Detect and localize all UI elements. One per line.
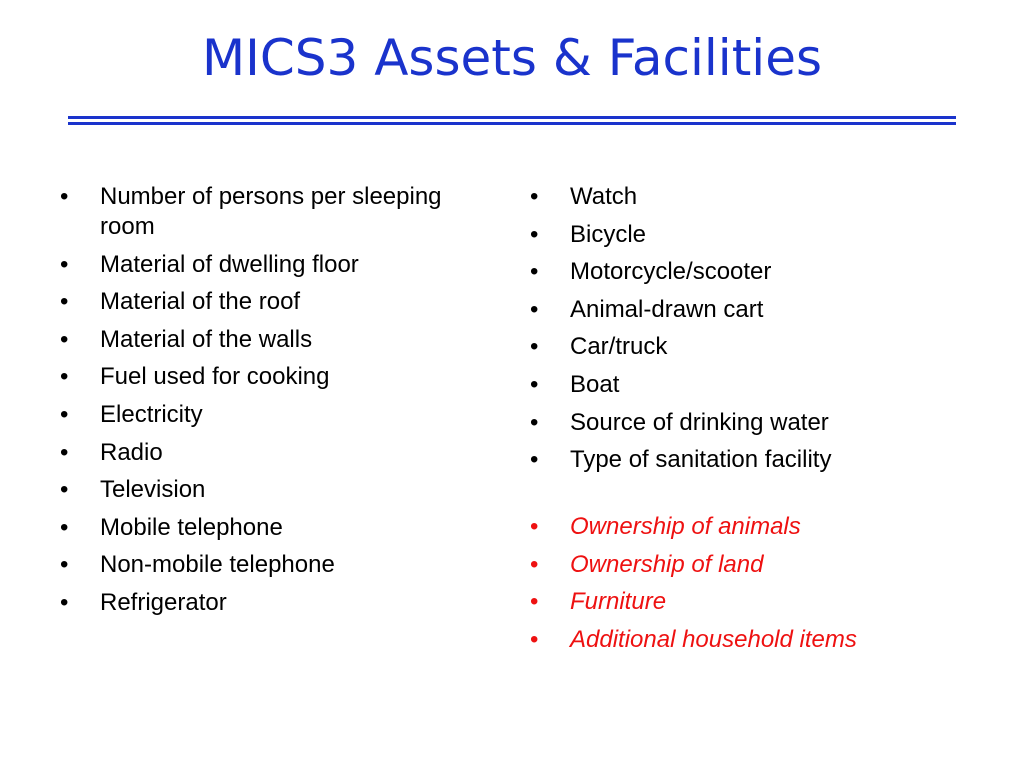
list-item <box>530 257 970 287</box>
highlight-list-item <box>530 587 970 617</box>
list-item <box>60 287 450 317</box>
bullet-icon: • <box>530 295 539 323</box>
bullet-icon: • <box>60 288 69 316</box>
bullet-icon: • <box>530 408 539 436</box>
list-item <box>60 182 450 242</box>
list-item <box>530 220 970 250</box>
list-item-text: Fuel used for cooking <box>100 363 330 391</box>
list-item-text: Source of drinking water <box>570 408 829 436</box>
bullet-icon: • <box>530 513 539 541</box>
bullet-icon: • <box>60 438 69 466</box>
highlight-list-item <box>530 550 970 580</box>
bullet-icon: • <box>530 588 539 616</box>
list-item-text: Watch <box>570 183 638 210</box>
list-item-text: Animal-drawn cart <box>570 295 764 323</box>
list-item-text: Material of the walls <box>100 325 313 353</box>
list-item-text: Car/truck <box>570 333 668 361</box>
list-item <box>60 513 450 543</box>
list-item <box>60 550 450 580</box>
bullet-icon: • <box>60 400 69 428</box>
slide-title: MICS3 Assets & Facilities <box>201 29 823 87</box>
list-item-text: Material of the roof <box>100 288 301 316</box>
bullet-icon: • <box>530 550 539 578</box>
bullet-icon: • <box>60 325 69 353</box>
bullet-icon: • <box>530 258 539 286</box>
bullet-icon: • <box>530 220 539 248</box>
bullet-icon: • <box>530 333 539 361</box>
list-item <box>60 325 450 355</box>
list-item-text: Type of sanitation facility <box>570 446 832 474</box>
list-item-text: Ownership of land <box>570 550 764 578</box>
left-bullet-list <box>60 182 450 626</box>
bullet-icon: • <box>60 183 69 210</box>
list-item <box>60 250 450 280</box>
list-item <box>60 400 450 430</box>
bullet-icon: • <box>530 625 539 653</box>
list-item-text: Electricity <box>100 400 203 428</box>
bullet-icon: • <box>530 183 539 210</box>
list-item-text: Bicycle <box>570 220 647 248</box>
list-item-text: Ownership of animals <box>570 513 801 541</box>
list-item-text: Mobile telephone <box>100 513 283 541</box>
list-item-text: Furniture <box>570 588 667 616</box>
bullet-icon: • <box>530 370 539 398</box>
list-item <box>60 438 450 468</box>
bullet-icon: • <box>60 513 69 541</box>
bullet-icon: • <box>60 588 69 616</box>
bullet-icon: • <box>60 476 69 504</box>
list-item-text: Additional household items <box>570 625 857 653</box>
bullet-icon: • <box>530 446 539 474</box>
list-item-text: Radio <box>100 438 163 466</box>
list-item <box>60 475 450 505</box>
title-underline-top <box>68 116 956 119</box>
list-item-text: Motorcycle/scooter <box>570 258 772 286</box>
list-item-text: Number of persons per sleeping room <box>100 183 442 240</box>
list-item <box>530 332 970 362</box>
list-item <box>60 588 450 618</box>
list-item <box>530 408 970 438</box>
right-bullet-list <box>530 182 970 663</box>
bullet-icon: • <box>60 551 69 579</box>
bullet-icon: • <box>60 250 69 278</box>
list-item-text: Material of dwelling floor <box>100 250 359 278</box>
list-item <box>530 370 970 400</box>
list-item <box>530 445 970 475</box>
highlight-list-item <box>530 512 970 542</box>
list-item-text: Refrigerator <box>100 588 227 616</box>
title-underline-bottom <box>68 122 956 125</box>
highlight-list-item <box>530 625 970 655</box>
list-item <box>530 295 970 325</box>
list-item-text: Television <box>100 476 206 504</box>
list-item <box>60 362 450 392</box>
list-item-text: Boat <box>570 370 620 398</box>
bullet-icon: • <box>60 363 69 391</box>
list-item-text: Non-mobile telephone <box>100 551 335 579</box>
list-item <box>530 182 970 212</box>
